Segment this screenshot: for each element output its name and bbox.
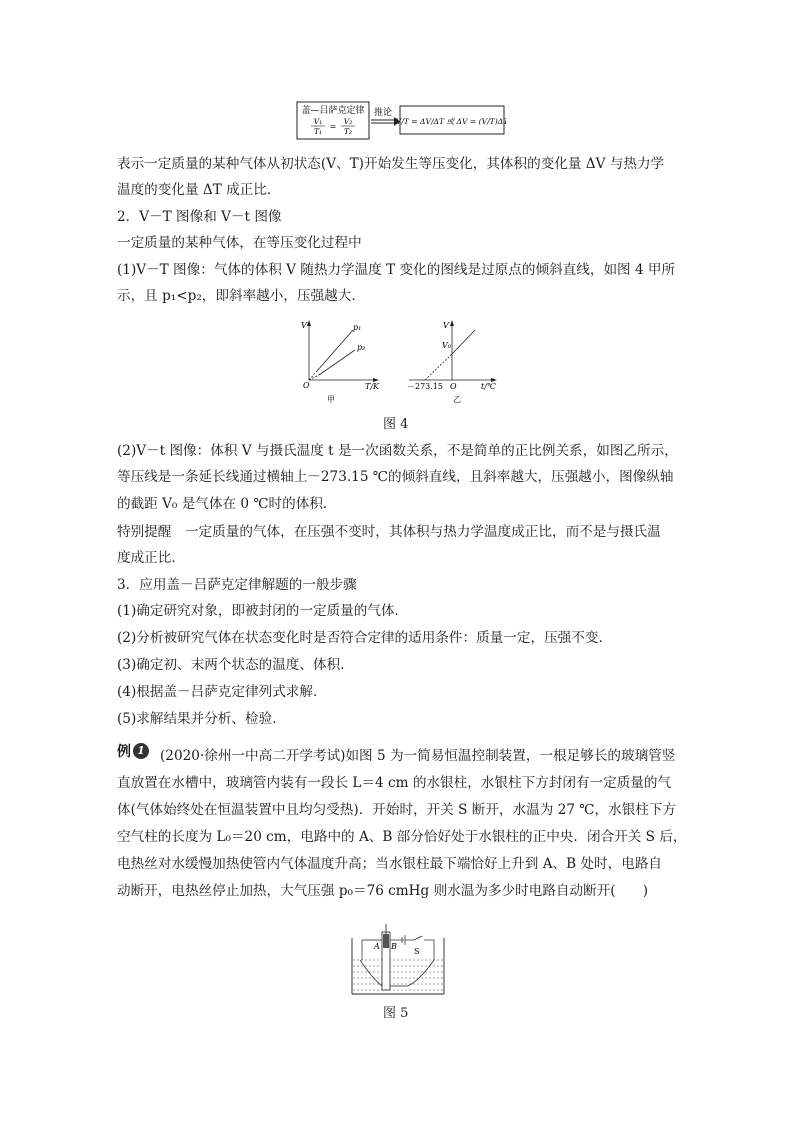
graph-right-sub: 乙	[453, 395, 461, 404]
graph-right	[407, 320, 497, 404]
formula-den2: T₂	[343, 127, 353, 136]
para-1-line-1: 表示一定质量的某种气体从初状态(V、T)开始发生等压变化，其体积的变化量 ΔV 与热力学	[117, 156, 665, 172]
heading-2: 2．V－T 图像和 V－t 图像	[117, 209, 282, 225]
para-3-line-2: 示，且 p₁<p₂，即斜率越小，压强越大．	[117, 288, 365, 304]
step-5: (5)求解结果并分析、检验．	[117, 711, 286, 727]
example-line-1: (2020·徐州一中高二开学考试)如图 5 为一简易恒温控制装置，一根足够长的玻璃管竖	[160, 748, 676, 764]
graph-left-y-label: V	[301, 321, 307, 330]
graph-left-origin: O	[303, 381, 310, 390]
heading-3: 3．应用盖－吕萨克定律解题的一般步骤	[117, 577, 357, 593]
graph-right-x-label: t/℃	[481, 382, 496, 391]
graph-left-p1: p₁	[353, 323, 362, 332]
figure-4	[285, 314, 515, 406]
figure-5-label-s: S	[414, 947, 420, 956]
step-2: (2)分析被研究气体在状态变化时是否符合定律的适用条件：质量一定，压强不变．	[117, 630, 613, 646]
formula-num2: V₂	[343, 117, 353, 126]
special-note-line-1: 特别提醒 一定质量的气体，在压强不变时，其体积与热力学温度成正比，而不是与摄氏温	[117, 524, 661, 540]
para-4-line-1: (2)V－t 图像：体积 V 与摄氏温度 t 是一次函数关系，不是简单的正比例关系，如图乙所示，	[117, 443, 678, 459]
graph-left-sub: 甲	[327, 395, 335, 404]
para-4-line-3: 的截距 V₀ 是气体在 0 ℃时的体积．	[117, 496, 337, 512]
example-line-2: 直放置在水槽中，玻璃管内装有一段长 L＝4 cm 的水银柱，水银柱下方封闭有一定质量的气	[117, 775, 672, 791]
example-line-3: 体(气体始终处在恒温装置中且均匀受热)．开始时，开关 S 断开，水温为 27 ℃，水银柱下方	[117, 802, 677, 818]
formula-right: V/T = ΔV/ΔT 或 ΔV = (V/T)ΔT	[395, 117, 506, 126]
figure-5-label-a: A	[374, 942, 380, 951]
figure-5	[348, 924, 448, 1000]
formula-num1: V₁	[313, 117, 323, 126]
graph-right-y-label: V	[443, 321, 449, 330]
example-line-6: 动断开，电热丝停止加热，大气压强 p₀＝76 cmHg 则水温为多少时电路自动断开( )	[117, 883, 649, 899]
graph-right-x-intercept: －273.15	[407, 382, 443, 391]
figure-5-label-b: B	[391, 942, 397, 951]
graph-right-v0: V₀	[442, 341, 451, 350]
graph-left-p2: p₂	[357, 343, 366, 352]
example-badge	[117, 742, 149, 760]
example-number-icon	[133, 743, 149, 759]
para-4-line-2: 等压线是一条延长线通过横轴上－273.15 ℃的倾斜直线，且斜率越大，压强越小，图像纵轴	[117, 469, 674, 485]
special-note-line-2: 度成正比．	[117, 550, 185, 566]
step-1: (1)确定研究对象，即被封闭的一定质量的气体．	[117, 603, 409, 619]
graph-left	[301, 320, 380, 404]
graph-right-origin: O	[450, 382, 457, 391]
para-3-line-1: (1)V－T 图像：气体的体积 V 随热力学温度 T 变化的图线是过原点的倾斜直线，如图 4 甲所	[117, 262, 676, 278]
para-2: 一定质量的某种气体，在等压变化过程中	[117, 235, 362, 251]
formula-left-title: 盖—吕萨克定律	[301, 106, 365, 116]
graph-left-x-label: T/K	[365, 382, 380, 391]
figure-5-caption: 图 5	[383, 1006, 409, 1021]
formula-diagram	[296, 101, 506, 141]
example-line-5: 电热丝对水缓慢加热使管内气体温度升高；当水银柱最下端恰好上升到 A、B 处时，电路自	[117, 856, 663, 872]
step-4: (4)根据盖－吕萨克定律列式求解．	[117, 684, 327, 700]
example-number: 1	[137, 744, 145, 757]
example-tag: 例	[117, 744, 131, 760]
para-1-line-2: 温度的变化量 ΔT 成正比．	[117, 182, 281, 198]
formula-arrow-label: 推论	[373, 108, 393, 118]
formula-eq: =	[329, 122, 337, 131]
figure-4-caption: 图 4	[383, 417, 409, 432]
example-line-4: 空气柱的长度为 L₀＝20 cm，电路中的 A、B 部分恰好处于水银柱的正中央．闭合开关 S 后，	[117, 829, 687, 845]
formula-den1: T₁	[313, 127, 323, 136]
step-3: (3)确定初、末两个状态的温度、体积．	[117, 657, 354, 673]
